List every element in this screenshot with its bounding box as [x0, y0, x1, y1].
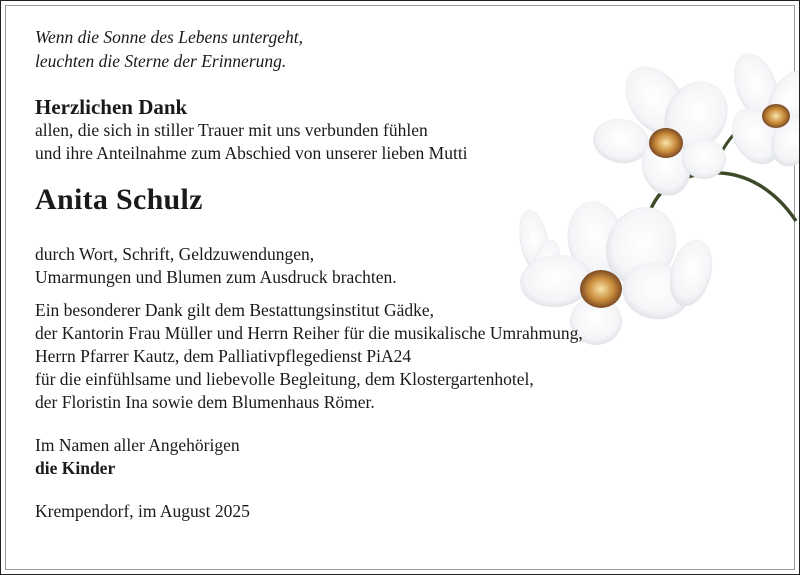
thanks-line-2: und ihre Anteilnahme zum Abschied von unserer lieben Mutti	[35, 143, 468, 163]
thanks-heading: Herzlichen Dank	[35, 95, 188, 119]
special-thanks-line-4: für die einfühlsame und liebevolle Begleitung, dem Klostergartenhotel,	[35, 369, 534, 389]
expression-line-2: Umarmungen und Blumen zum Ausdruck brachten.	[35, 267, 397, 287]
special-thanks-line-3: Herrn Pfarrer Kautz, dem Palliativpflegedienst PiA24	[35, 346, 412, 366]
signature-line-1: Im Namen aller Angehörigen	[35, 435, 240, 455]
signature-line-2: die Kinder	[35, 458, 116, 478]
deceased-name: Anita Schulz	[35, 183, 203, 216]
special-thanks-line-1: Ein besonderer Dank gilt dem Bestattungsinstitut Gädke,	[35, 300, 435, 320]
special-thanks-line-5: der Floristin Ina sowie dem Blumenhaus Römer.	[35, 392, 375, 412]
motto-line-1: Wenn die Sonne des Lebens untergeht,	[35, 27, 303, 47]
notice-text	[35, 25, 775, 523]
place-date: Krempendorf, im August 2025	[35, 501, 250, 521]
expression-line-1: durch Wort, Schrift, Geldzuwendungen,	[35, 244, 315, 264]
motto-line-2: leuchten die Sterne der Erinnerung.	[35, 51, 287, 71]
special-thanks-line-2: der Kantorin Frau Müller und Herrn Reiher für die musikalische Umrahmung,	[35, 323, 583, 343]
thanks-line-1: allen, die sich in stiller Trauer mit uns verbunden fühlen	[35, 120, 428, 140]
